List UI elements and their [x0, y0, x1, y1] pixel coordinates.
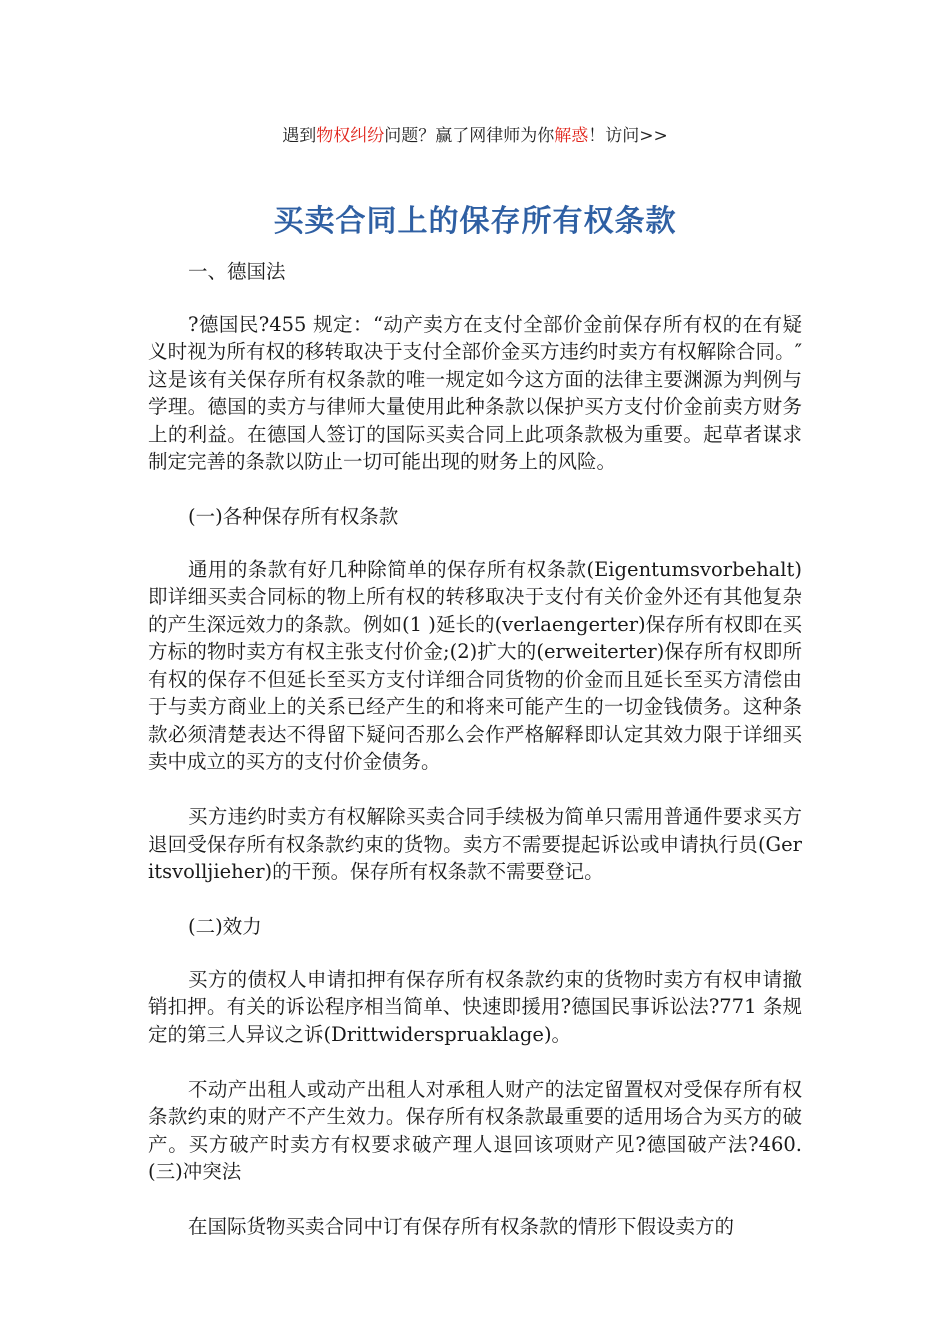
paragraph: ?德国民?455 规定：“动产卖方在支付全部价金前保存所有权的在有疑义时视为所有权的移转取决于支付全部价金买方违约时卖方有权解除合同。″这是该有关保存所有权条款的唯一规定如今这方面的法律主要渊源为判例与学理。德国的卖方与律师大量使用此种条款以保护买方支付价金前卖方财务上的利益。在德国人签订的国际买卖合同上此项条款极为重要。起草者谋求制定完善的条款以防止一切可能出现的财务上的风险。 — [148, 312, 802, 473]
document-title: 买卖合同上的保存所有权条款 — [273, 204, 677, 239]
subsection-heading-clauses: (一)各种保存所有权条款 — [188, 505, 399, 528]
banner-link-property-dispute[interactable]: 物权纠纷 — [316, 126, 385, 146]
paragraph: 在国际货物买卖合同中订有保存所有权条款的情形下假设卖方的 — [188, 1215, 735, 1238]
subsection-heading-effect: (二)效力 — [188, 915, 262, 938]
banner-middle: 问题？赢了网律师为你 — [384, 126, 555, 146]
paragraph: 不动产出租人或动产出租人对承租人财产的法定留置权对受保存所有权条款约束的财产不产生效力。保存所有权条款最重要的适用场合为买方的破产。买方破产时卖方有权要求破产理人退回该项财产见?德国破产法?460.(三)冲突法 — [148, 1077, 802, 1183]
paragraph: 买方的债权人申请扣押有保存所有权条款约束的货物时卖方有权申请撤销扣押。有关的诉讼程序相当简单、快速即援用?德国民事诉讼法?771 条规定的第三人异议之诉(Drittwiderspruaklage)。 — [148, 967, 802, 1046]
banner-link-answer[interactable]: 解惑 — [554, 126, 589, 146]
paragraph: 通用的条款有好几种除简单的保存所有权条款(Eigentumsvorbehalt)即详细买卖合同标的物上所有权的转移取决于支付有关价金外还有其他复杂的产生深远效力的条款。例如(1 )延长的(verlaengerter)保存所有权即在买方标的物时卖方有权主张支付价金;(2)扩大的(erweiterter)保存所有权即所有权的保存不但延长至买方支付详细合同货物的价金而且延长至买方清偿由于与卖方商业上的关系已经产生的和将来可能产生的一切金钱债务。这种条款必须清楚表达不得留下疑问否那么会作严格解释即认定其效力限于详细买卖中成立的买方的支付价金债务。 — [148, 557, 802, 773]
banner-prefix: 遇到 — [282, 126, 317, 146]
section-heading-german-law: 一、德国法 — [188, 260, 286, 283]
document-body — [148, 258, 802, 1268]
promo-banner — [0, 124, 950, 148]
paragraph: 买方违约时卖方有权解除买卖合同手续极为简单只需用普通件要求买方退回受保存所有权条款约束的货物。卖方不需要提起诉讼或申请执行员(Geritsvolljieher)的干预。保存所有权条款不需要登记。 — [148, 805, 802, 883]
banner-suffix: ！访问>> — [588, 126, 668, 146]
